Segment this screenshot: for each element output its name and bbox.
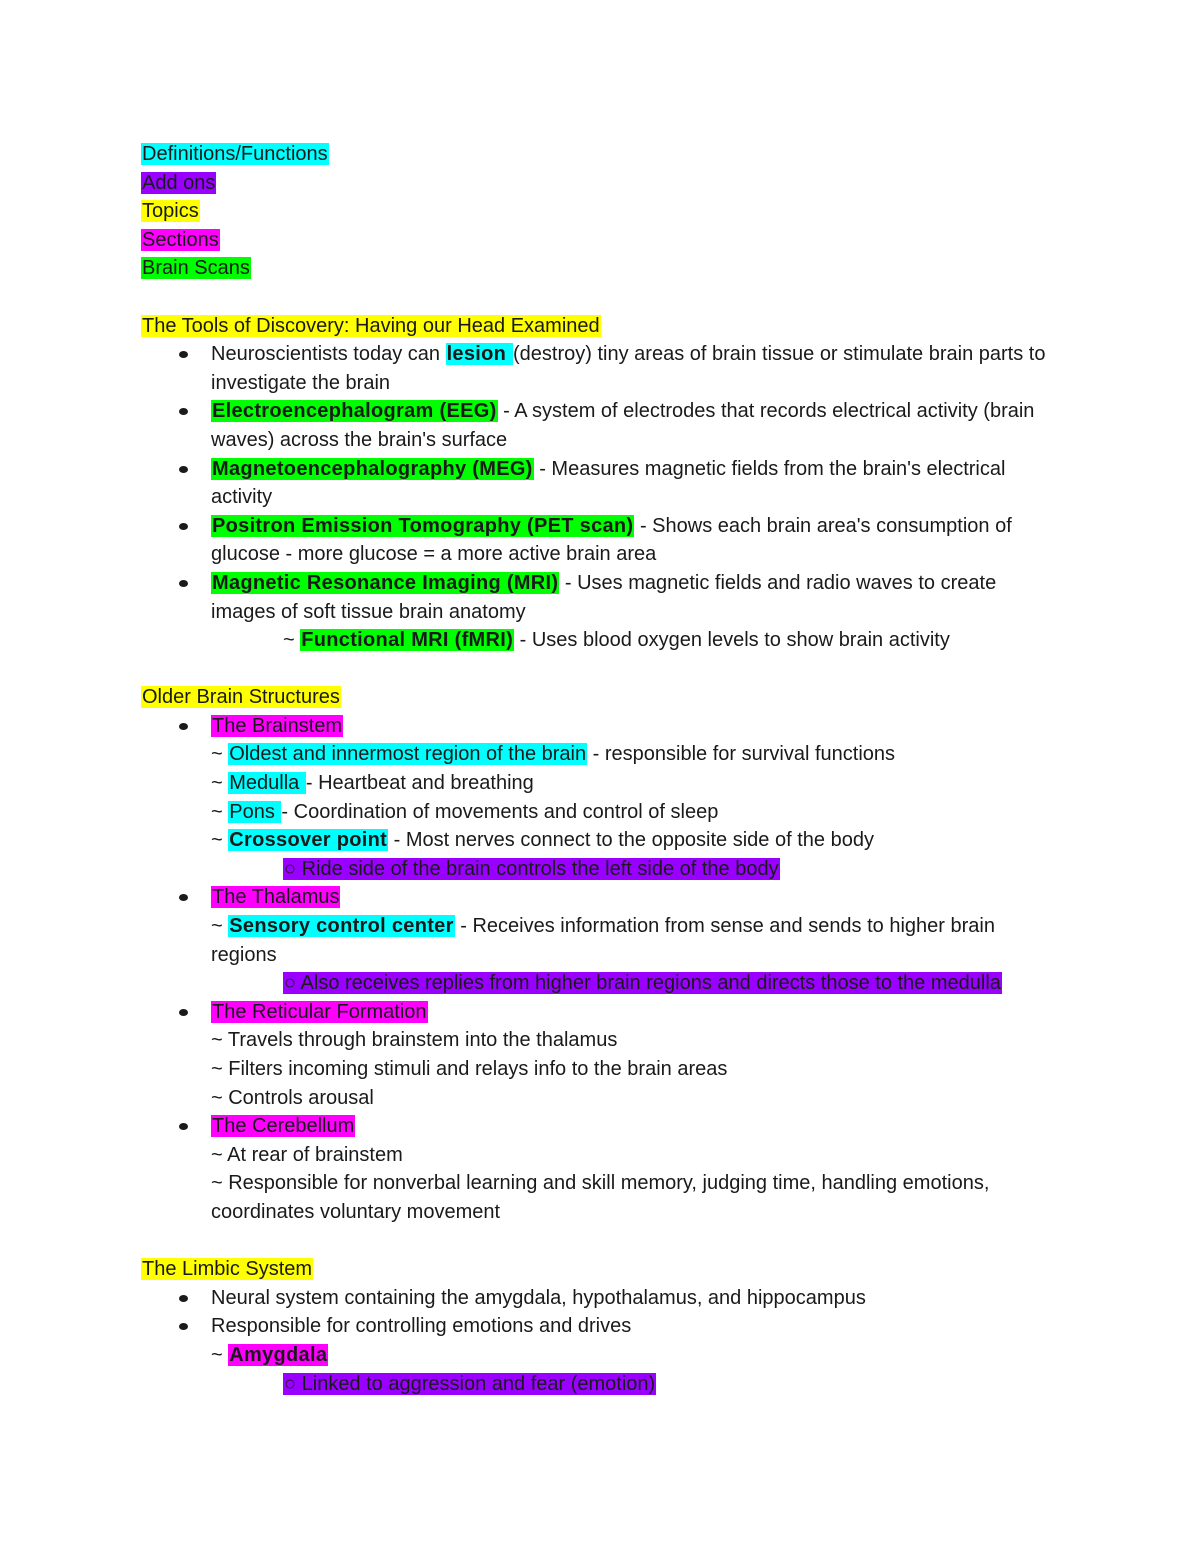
bullet-icon (179, 523, 188, 530)
document-content (141, 140, 1066, 1398)
bullet-pet (141, 512, 1066, 569)
legend-sections-label: Sections (142, 228, 219, 251)
definition-term: lesion (446, 343, 513, 366)
definition-term: Pons (229, 800, 281, 823)
cerebellum-line-1: ~ At rear of brainstem (211, 1143, 403, 1166)
spacer (141, 1227, 1066, 1256)
spacer (141, 655, 1066, 684)
brainstem-addon (141, 855, 1066, 884)
thalamus-addon (141, 969, 1066, 998)
bullet-icon (179, 1009, 188, 1016)
topic-heading-older (141, 683, 1066, 712)
tilde-marker: ~ (211, 829, 229, 852)
section-reticular-formation (141, 998, 1066, 1027)
line-text: - Most nerves connect to the opposite side of the body (388, 829, 874, 852)
bullet-eeg (141, 397, 1066, 454)
line-text: - Heartbeat and breathing (305, 772, 534, 795)
legend-brain-scans-label: Brain Scans (142, 257, 250, 280)
brainstem-line-4 (141, 826, 1066, 855)
definition-term: Crossover point (229, 829, 388, 852)
bullet-text: Neural system containing the amygdala, hypothalamus, and hippocampus (211, 1286, 866, 1309)
legend-definitions (141, 140, 1066, 169)
legend-brain-scans (141, 254, 1066, 283)
thalamus-line-1 (141, 912, 1066, 969)
topic-title: Older Brain Structures (142, 686, 340, 709)
brain-scan-term: Functional MRI (fMRI) (301, 629, 514, 652)
definition-term: Medulla (229, 772, 305, 795)
line-text: - responsible for survival functions (587, 743, 896, 766)
definition-term: Oldest and innermost region of the brain (229, 743, 587, 766)
section-title: The Cerebellum (212, 1115, 355, 1138)
section-title: The Thalamus (212, 886, 340, 909)
bullet-icon (179, 1123, 188, 1130)
brainstem-line-1 (141, 740, 1066, 769)
add-on-note: ○ Ride side of the brain controls the left side of the body (284, 857, 779, 880)
topic-heading-tools (141, 312, 1066, 341)
tilde-marker: ~ (211, 743, 229, 766)
bullet-icon (179, 1295, 188, 1302)
tilde-marker: ~ (211, 772, 229, 795)
legend-definitions-label: Definitions/Functions (142, 143, 328, 165)
brain-scan-term: Magnetoencephalography (MEG) (212, 457, 533, 480)
definition-term: Sensory control center (229, 915, 454, 938)
line-text: - Receives information from sense and sends to higher brain regions (211, 915, 995, 966)
reticular-line-2: ~ Filters incoming stimuli and relays info to the brain areas (211, 1058, 728, 1080)
sub-item-fmri (141, 626, 1066, 655)
sub-item-text: - Uses blood oxygen levels to show brain activity (514, 629, 950, 652)
bullet-lesion (141, 340, 1066, 397)
bullet-limbic-1 (141, 1284, 1066, 1313)
amygdala-line (141, 1341, 1066, 1370)
legend-topics (141, 197, 1066, 226)
cerebellum-line-2: ~ Responsible for nonverbal learning and skill memory, judging time, handling emotions, coordinates voluntary movement (211, 1172, 990, 1223)
bullet-text: - Uses magnetic fields and radio waves to create images of soft tissue brain anatomy (211, 571, 997, 623)
bullet-icon (179, 894, 188, 901)
reticular-line-1: ~ Travels through brainstem into the thalamus (211, 1029, 618, 1052)
bullet-icon (179, 723, 188, 730)
section-title: Amygdala (229, 1343, 328, 1366)
brainstem-line-3 (141, 798, 1066, 827)
section-cerebellum (141, 1112, 1066, 1141)
bullet-icon (179, 1323, 188, 1330)
legend-sections (141, 226, 1066, 255)
line-text: - Coordination of movements and control of sleep (281, 800, 719, 823)
tilde-marker: ~ (211, 1343, 229, 1366)
bullet-icon (179, 466, 188, 473)
bullet-limbic-2 (141, 1312, 1066, 1341)
brain-scan-term: Magnetic Resonance Imaging (MRI) (212, 571, 559, 594)
bullet-text: - Shows each brain area's consumption of glucose - more glucose = a more active brain area (211, 514, 1012, 566)
spacer (141, 283, 1066, 312)
bullet-meg (141, 455, 1066, 512)
bullet-icon (179, 580, 188, 587)
bullet-text: (destroy) tiny areas of brain tissue or stimulate brain parts to investigate the brain (211, 343, 1046, 394)
topic-title: The Limbic System (142, 1258, 313, 1281)
tilde-marker: ~ (211, 915, 229, 938)
bullet-mri (141, 569, 1066, 626)
topic-heading-limbic (141, 1255, 1066, 1284)
add-on-note: ○ Also receives replies from higher brain regions and directs those to the medulla (284, 972, 1001, 995)
section-title: The Reticular Formation (212, 1000, 427, 1023)
topic-title: The Tools of Discovery: Having our Head Examined (142, 314, 600, 337)
bullet-text: Responsible for controlling emotions and drives (211, 1315, 632, 1338)
bullet-text: - A system of electrodes that records electrical activity (brain waves) across the brain's surface (211, 400, 1035, 451)
bullet-icon (179, 408, 188, 415)
section-thalamus (141, 883, 1066, 912)
amygdala-addon (141, 1370, 1066, 1399)
reticular-line-3: ~ Controls arousal (211, 1086, 374, 1109)
brain-scan-term: Positron Emission Tomography (PET scan) (212, 514, 634, 537)
section-brainstem (141, 712, 1066, 741)
brainstem-line-2 (141, 769, 1066, 798)
bullet-text: Neuroscientists today can (211, 343, 446, 366)
brain-scan-term: Electroencephalogram (EEG) (212, 400, 497, 423)
legend-add-ons-label: Add ons (142, 171, 216, 194)
bullet-text: - Measures magnetic fields from the brain's electrical activity (211, 457, 1006, 509)
tilde-marker: ~ (283, 629, 301, 652)
tilde-marker: ~ (211, 800, 229, 823)
add-on-note: ○ Linked to aggression and fear (emotion) (284, 1372, 656, 1395)
legend-add-ons (141, 169, 1066, 198)
bullet-icon (179, 351, 188, 358)
legend-topics-label: Topics (142, 200, 199, 223)
section-title: The Brainstem (212, 714, 343, 737)
